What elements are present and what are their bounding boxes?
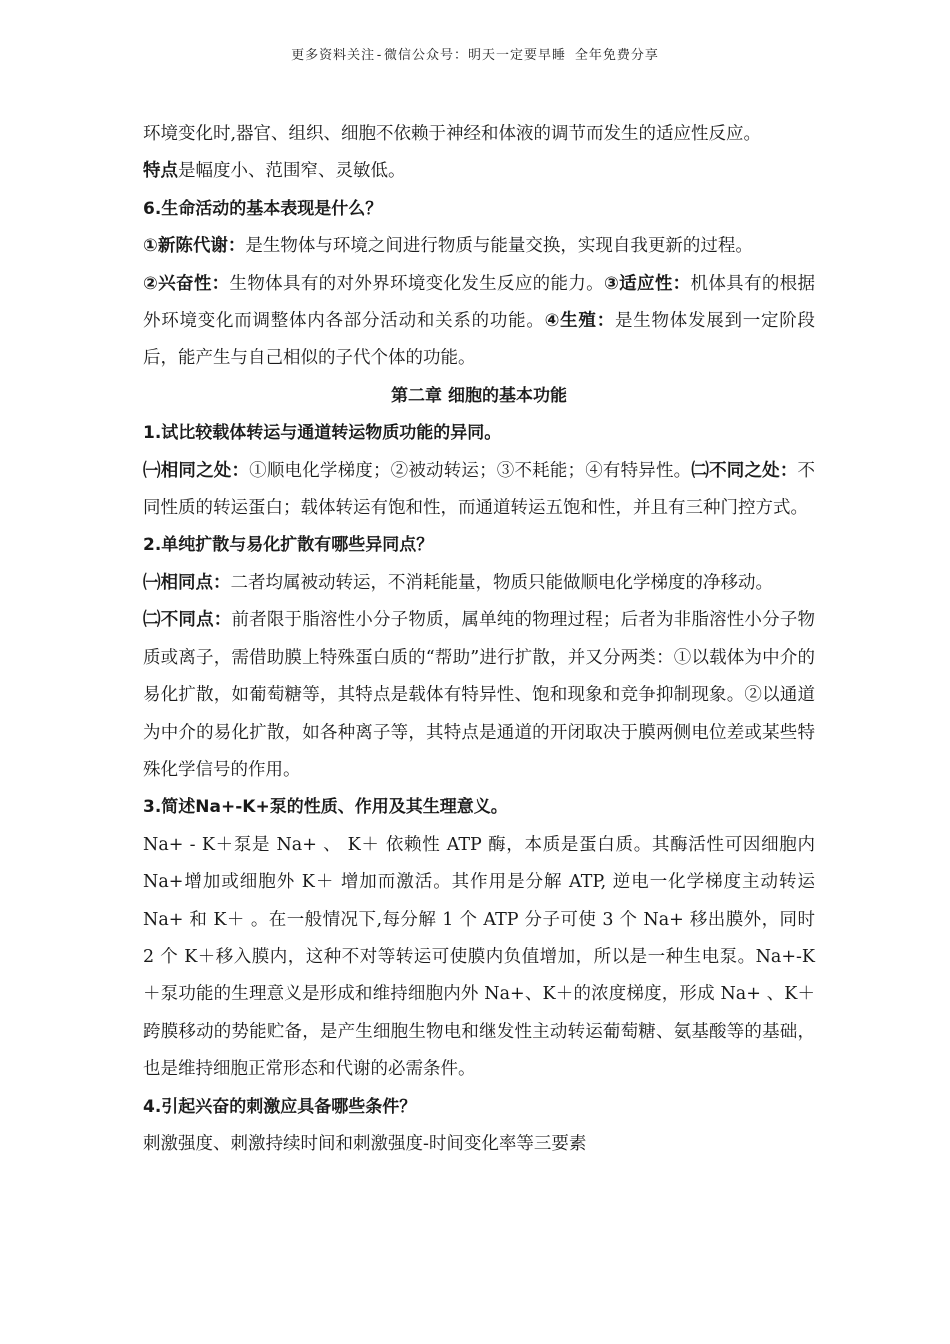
- term-label: ㈠相同点：: [143, 572, 231, 593]
- term-label: 特点: [143, 161, 178, 182]
- paragraph-text: 是生物体发展到一定阶段后，能产生与自己相似的子代个体的功能。: [143, 311, 816, 369]
- term-label: ③适应性：: [604, 273, 691, 294]
- term-label: ④生殖：: [544, 311, 615, 332]
- term-label: ㈡不同之处：: [691, 460, 798, 481]
- term-label: ㈡不同点：: [143, 610, 232, 631]
- term-label: ㈠相同之处：: [143, 460, 250, 481]
- paragraph-text: 机体具有的根据外环境变化而调整体内各部分活动和关系的功能。: [143, 273, 816, 332]
- chapter-title: 第二章 细胞的基本功能: [391, 385, 567, 406]
- page-header: 更多资料关注-微信公众号：明天一定要早睡 全年免费分享: [291, 48, 659, 63]
- term-label: ②兴奋性：: [143, 273, 230, 294]
- paragraph: [143, 266, 815, 378]
- question-heading: 6.生命活动的基本表现是什么？: [143, 198, 383, 219]
- paragraph: 环境变化时,器官、组织、细胞不依赖于神经和体液的调节而发生的适应性反应。: [143, 124, 762, 144]
- paragraph-text: 生物体具有的对外界环境变化发生反应的能力。: [229, 273, 605, 294]
- paragraph-text: 前者限于脂溶性小分子物质，属单纯的物理过程；后者为非脂溶性小分子物质或离子，需借助膜上特殊蛋白质的“帮助”进行扩散，并又分两类：①以载体为中介的易化扩散，如葡萄糖等，其特点是载体有特异性、饱和现象和竞争抑制现象。②以通道为中介的易化扩散，如各种离子等，其特点是通道的开闭取决于膜两侧电位差或某些特殊化学信号的作用。: [143, 610, 816, 780]
- term-label: ①新陈代谢：: [143, 236, 246, 257]
- paragraph: [143, 153, 815, 190]
- paragraph-text: 是幅度小、范围窄、灵敏低。: [178, 161, 406, 182]
- paragraph-text: 二者均属被动转运，不消耗能量，物质只能做顺电化学梯度的净移动。: [230, 572, 773, 593]
- paragraph: [143, 565, 815, 602]
- paragraph-text: 是生物体与环境之间进行物质与能量交换，实现自我更新的过程。: [245, 236, 753, 257]
- paragraph: Na+ - K＋泵是 Na+ 、 K＋ 依赖性 ATP 酶，本质是蛋白质。其酶活性可因细胞内 Na+增加或细胞外 K＋ 增加而激活。其作用是分解 ATP, 逆电一化学梯度主动转运 Na+ 和 K＋ 。在一般情况下,每分解 1 个 ATP 分子可使 3 个 Na+ 移出膜外，同时 2 个 K＋移入膜内，这种不对等转运可使膜内负值增加，所以是一种生电泵。Na+-K＋泵功能的生理意义是形成和维持细胞内外 Na+、K＋的浓度梯度，形成 Na+ 、K＋ 跨膜移动的势能贮备，是产生细胞生物电和继发性主动转运葡萄糖、氨基酸等的基础，也是维持细胞正常形态和代谢的必需条件。: [143, 834, 815, 1080]
- paragraph-text: 不同性质的转运蛋白；载体转运有饱和性，而通道转运五饱和性，并且有三种门控方式。: [143, 460, 816, 519]
- paragraph: [143, 453, 815, 528]
- question-heading: 1.试比较载体转运与通道转运物质功能的异同。: [143, 423, 502, 444]
- paragraph-text: ①顺电化学梯度；②被动转运；③不耗能；④有特异性。: [249, 460, 692, 481]
- question-heading: 2.单纯扩散与易化扩散有哪些异同点？: [143, 535, 434, 556]
- question-heading: 4.引起兴奋的刺激应具备哪些条件？: [143, 1096, 417, 1117]
- question-heading: 3.简述Na+-K+泵的性质、作用及其生理意义。: [143, 797, 508, 818]
- document-body: [143, 116, 815, 1163]
- paragraph: [143, 602, 815, 789]
- paragraph: 刺激强度、刺激持续时间和刺激强度-时间变化率等三要素: [143, 1133, 587, 1154]
- paragraph: [143, 228, 815, 265]
